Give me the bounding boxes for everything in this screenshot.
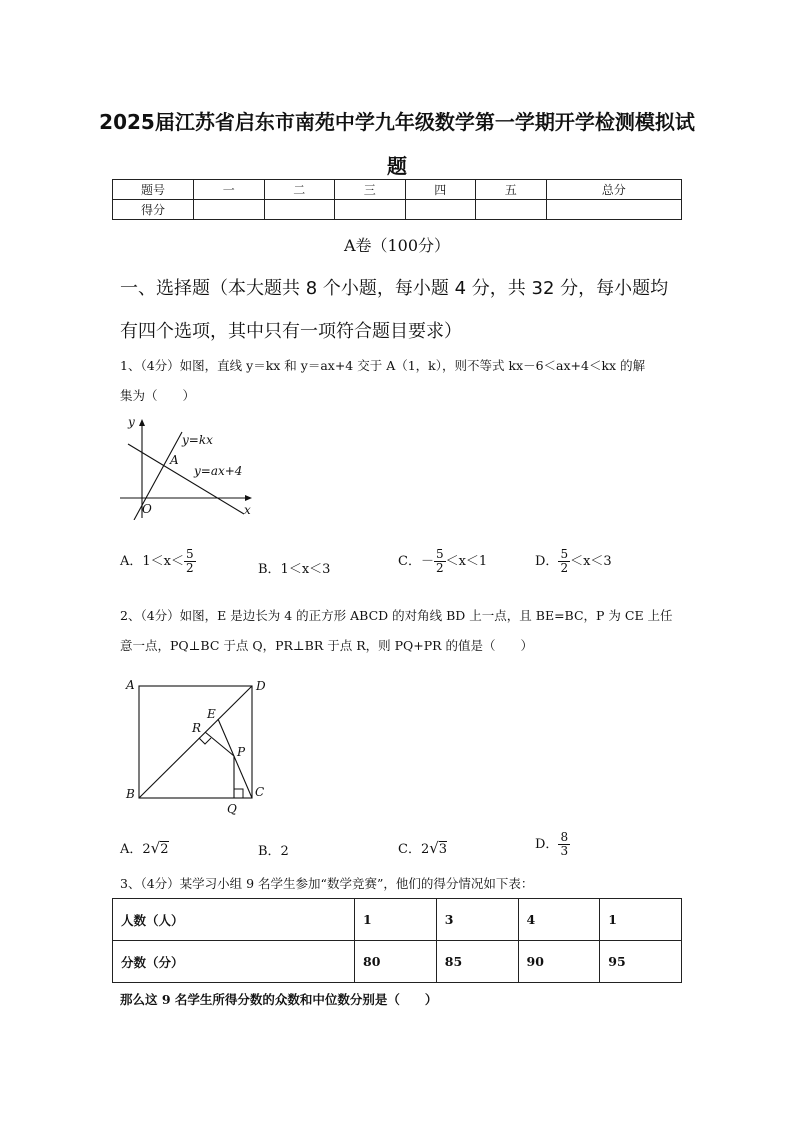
q1-y-axis-arrow-icon <box>139 419 145 426</box>
document-title-line2: 题 <box>387 154 407 178</box>
score-table-header-row <box>113 180 682 200</box>
q2-right-angle-r-icon <box>199 738 211 744</box>
q2-label-b: B <box>126 787 135 801</box>
q2-option-b: B．2 <box>258 844 289 859</box>
q3-text-line1: 3、（4分）某学习小组 9 名学生参加“数学竞赛”，他们的得分情况如下表： <box>120 876 534 891</box>
fraction-numerator: 5 <box>560 547 569 561</box>
q2-option-d-fraction <box>558 831 570 858</box>
q1-line-ax4-label: y=ax+4 <box>194 464 243 478</box>
q1-option-d-fraction <box>558 548 570 575</box>
table-row <box>113 941 682 983</box>
section-a-heading: A卷（100分） <box>343 236 451 255</box>
q2-label-p: P <box>237 745 246 759</box>
score-table-row-label: 得分 <box>113 200 194 220</box>
q1-x-label: x <box>244 503 251 517</box>
fraction-numerator: 5 <box>186 547 194 561</box>
document-title-line1: 2025届江苏省启东市南苑中学九年级数学第一学期开学检测模拟试 <box>99 110 695 134</box>
q2-segment-pr <box>205 732 234 756</box>
q2-option-d-prefix: D． <box>535 837 559 853</box>
fraction-numerator: 5 <box>435 547 444 561</box>
q2-text-line2: 意一点，PQ⊥BC 于点 Q，PR⊥BR 于点 R，则 PQ+PR 的值是（ ） <box>120 638 534 653</box>
score-table <box>112 179 682 220</box>
score-table-score-row <box>113 200 682 220</box>
part1-heading-line2: 有四个选项，其中只有一项符合题目要求） <box>120 321 462 342</box>
table-cell: 分数（分） <box>113 941 355 983</box>
q1-option-a-text: A．1＜x＜ <box>120 554 184 570</box>
q1-figure <box>112 410 262 520</box>
q1-point-a-label: A <box>170 453 179 467</box>
q1-text-line2: 集为（ ） <box>120 388 196 403</box>
score-table-cell: 题号 <box>113 180 194 200</box>
q1-option-d-prefix: D． <box>535 554 559 570</box>
q2-label-d: D <box>256 679 266 693</box>
q1-option-c <box>398 548 487 575</box>
score-table-cell: 二 <box>264 180 335 200</box>
score-table-cell: 一 <box>194 180 265 200</box>
q2-option-a <box>120 838 169 857</box>
table-cell: 4 <box>518 899 600 941</box>
q2-option-c <box>398 838 447 857</box>
fraction-denominator: 2 <box>435 561 444 576</box>
q1-option-c-suffix: ＜x＜1 <box>445 554 488 570</box>
score-table-cell: 三 <box>335 180 406 200</box>
q2-right-angle-q-icon <box>234 789 243 798</box>
table-cell: 人数（人） <box>113 899 355 941</box>
q2-option-a-prefix: A．2 <box>120 842 151 857</box>
q2-label-a: A <box>126 678 135 692</box>
q2-option-c-prefix: C．2 <box>398 842 430 857</box>
table-cell: 90 <box>518 941 600 983</box>
fraction-numerator: 8 <box>560 830 569 844</box>
table-cell: 1 <box>600 899 682 941</box>
fraction-denominator: 2 <box>560 561 569 576</box>
q1-option-c-prefix: C．－ <box>398 554 434 570</box>
q2-diagonal-bd <box>139 686 252 798</box>
q1-option-a-fraction <box>184 548 196 575</box>
q2-text-line1: 2、（4分）如图，E 是边长为 4 的正方形 ABCD 的对角线 BD 上一点，且 BE=BC，P 为 CE 上任 <box>120 608 673 623</box>
score-table-cell: 四 <box>405 180 476 200</box>
score-table-blank <box>546 200 682 220</box>
score-table-blank <box>194 200 265 220</box>
q2-option-d <box>535 831 570 858</box>
score-table-blank <box>476 200 547 220</box>
table-cell: 80 <box>355 941 437 983</box>
q1-y-label: y <box>128 415 135 429</box>
q1-x-axis-arrow-icon <box>245 495 252 501</box>
fraction-denominator: 2 <box>186 561 194 576</box>
score-table-blank <box>264 200 335 220</box>
fraction-denominator: 3 <box>560 844 569 859</box>
q1-option-a <box>120 548 196 575</box>
part1-heading-line1: 一、选择题（本大题共 8 个小题，每小题 4 分，共 32 分，每小题均 <box>120 278 669 299</box>
table-cell: 95 <box>600 941 682 983</box>
score-table-blank <box>405 200 476 220</box>
table-row <box>113 899 682 941</box>
q2-label-r: R <box>192 721 202 735</box>
score-table-blank <box>335 200 406 220</box>
q1-option-b: B．1＜x＜3 <box>258 562 331 577</box>
q1-text-line1: 1、（4分）如图，直线 y＝kx 和 y＝ax+4 交于 A（1，k），则不等式 kx－6＜ax+4＜kx 的解 <box>120 358 646 373</box>
q2-label-q: Q <box>227 802 237 816</box>
score-table-cell: 总分 <box>546 180 682 200</box>
q2-label-e: E <box>207 707 216 721</box>
q1-origin-label: O <box>142 502 152 516</box>
q1-option-d-suffix: ＜x＜3 <box>570 554 612 570</box>
table-cell: 3 <box>436 899 518 941</box>
q3-score-table <box>112 898 682 983</box>
q2-option-a-radicand: 2 <box>160 842 169 857</box>
q1-line-kx-label: y=kx <box>182 433 213 447</box>
q1-option-c-fraction <box>434 548 446 575</box>
q2-label-c: C <box>255 785 265 799</box>
q1-option-d <box>535 548 612 575</box>
sqrt-icon: √ <box>150 839 161 857</box>
table-cell: 85 <box>436 941 518 983</box>
table-cell: 1 <box>355 899 437 941</box>
score-table-cell: 五 <box>476 180 547 200</box>
q2-option-c-radicand: 3 <box>438 842 448 857</box>
q2-segment-ce <box>218 719 252 798</box>
q3-text-line2: 那么这 9 名学生所得分数的众数和中位数分别是（ ） <box>120 992 438 1007</box>
q2-figure <box>120 674 280 820</box>
sqrt-icon: √ <box>429 839 439 857</box>
